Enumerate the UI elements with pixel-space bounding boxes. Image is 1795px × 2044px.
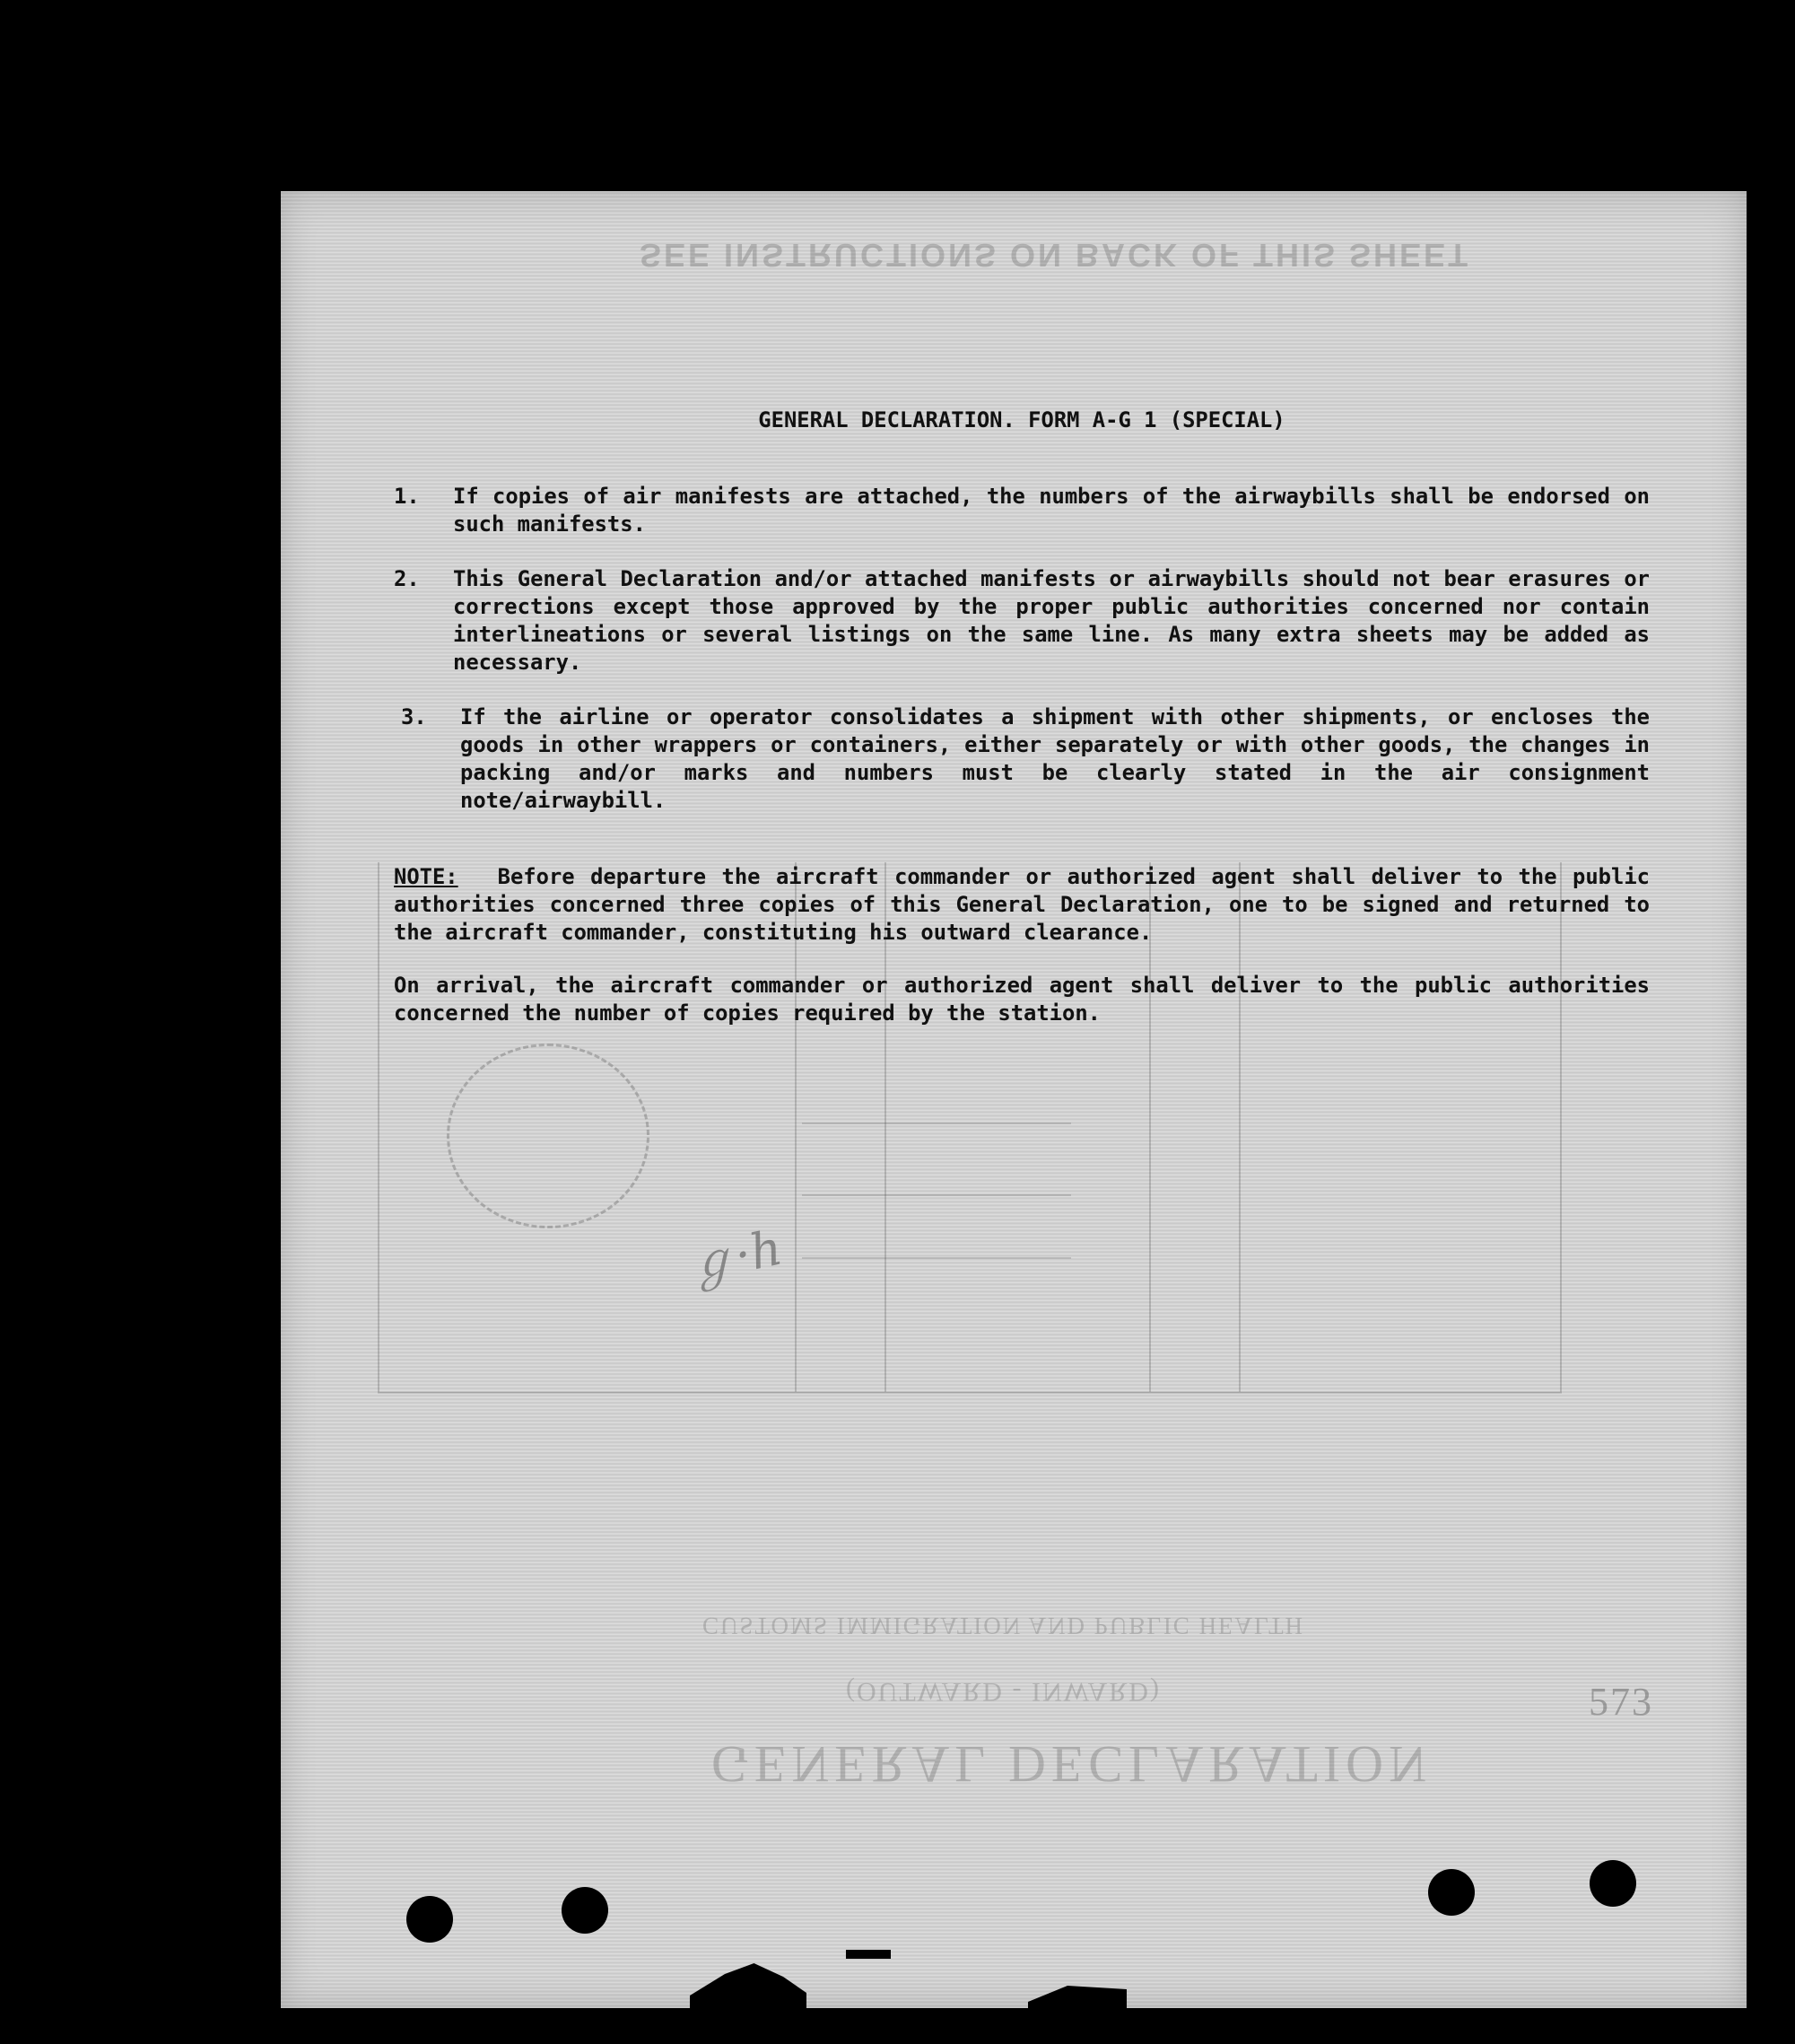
punch-hole — [562, 1887, 608, 1934]
declaration-text — [394, 406, 1650, 1027]
punch-hole — [1428, 1869, 1475, 1916]
punch-hole — [406, 1896, 453, 1943]
bleed-through-general-declaration: GENERAL DECLARATION — [711, 1735, 1432, 1794]
item-text: If copies of air manifests are attached, the numbers of the airwaybills shall be endorsed on such manifests. — [453, 484, 1650, 537]
page-title: GENERAL DECLARATION. FORM A-G 1 (SPECIAL) — [758, 407, 1285, 432]
grid-line — [378, 862, 379, 1392]
bleed-through-customs: CUSTOMS IMMIGRATION AND PUBLIC HEALTH — [702, 1612, 1305, 1639]
bleed-through-page-number: 573 — [1589, 1680, 1653, 1724]
torn-edge — [846, 1950, 891, 1959]
item-number: 3. — [401, 704, 427, 729]
handwritten-initials: ℊ·h — [682, 1219, 788, 1295]
list-item — [394, 565, 1650, 677]
item-text: This General Declaration and/or attached manifests or airwaybills should not bear erasures or corrections except those approved by the proper public authorities concerned nor contain interlineations or several listings on the same line. As many extra sheets may be added as necessary. — [453, 566, 1650, 675]
item-number: 1. — [394, 484, 420, 509]
grid-line — [802, 1194, 1071, 1196]
note-text: Before departure the aircraft commander or authorized agent shall deliver to the public authorities concerned three copies of this General Declaration, one to be signed and returned to the aircraft commander, constituting his outward clearance. — [394, 864, 1650, 945]
list-item — [394, 483, 1650, 538]
torn-edge — [690, 1963, 806, 2008]
punch-hole — [1590, 1860, 1636, 1907]
item-number: 2. — [394, 566, 420, 591]
bleed-through-instructions: SEE INSTRUCTIONS ON BACK OF THIS SHEET — [640, 237, 1471, 274]
torn-edge — [1028, 1986, 1127, 2008]
note-label: NOTE: — [394, 864, 458, 889]
grid-line — [802, 1122, 1071, 1124]
grid-line — [802, 1257, 1071, 1259]
faint-stamp — [447, 1044, 649, 1228]
arrival-paragraph: On arrival, the aircraft commander or authorized agent shall deliver to the public authorities concerned the number of copies required by the station. — [394, 973, 1650, 1026]
list-item — [394, 703, 1650, 815]
note-paragraph — [394, 863, 1650, 947]
document-page — [281, 191, 1747, 2008]
bleed-through-outward-inward: (OUTWARD - INWARD) — [846, 1677, 1161, 1707]
item-text: If the airline or operator consolidates a shipment with other shipments, or encloses the goods in other wrappers or containers, either separately or with other goods, the changes in packing and/or marks and numbers must be clearly stated in the air consignment note/airwaybill. — [460, 704, 1650, 813]
